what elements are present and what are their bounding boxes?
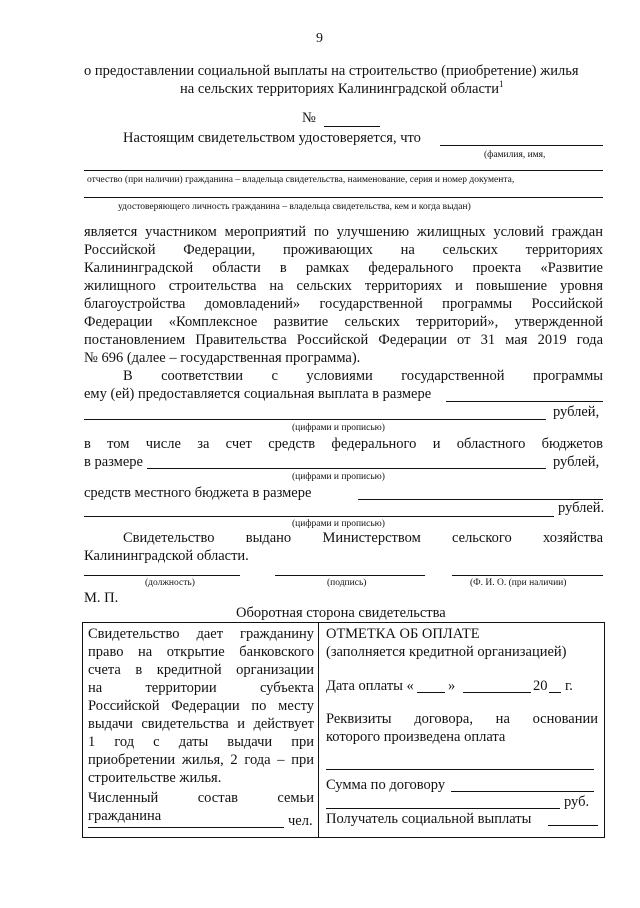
in-amount-label: в размере (84, 454, 143, 470)
according-line: В соответствии с условиями государственной программы (123, 368, 603, 384)
family-count-field[interactable] (88, 827, 284, 828)
patronymic-field[interactable] (84, 170, 603, 171)
title-line-2-text: на сельских территориях Калининградской области (180, 81, 499, 97)
caption-name: (Ф. И. О. (при наличии) (470, 578, 567, 588)
caption-signature: (подпись) (327, 578, 367, 588)
amount-field-1b[interactable] (84, 419, 546, 420)
family-line: Численный состав семьи (88, 790, 314, 806)
payment-day-field[interactable] (417, 692, 445, 693)
name-field[interactable] (452, 575, 603, 576)
body-line-8: № 696 (далее – государственная программа). (84, 350, 361, 366)
back-side-title: Оборотная сторона свидетельства (236, 605, 446, 621)
left-col-line-6: выдачи свидетельства и действует (88, 716, 314, 732)
certify-text: Настоящим свидетельством удостоверяется, что (123, 130, 421, 146)
caption-fio: (фамилия, имя, (484, 150, 546, 160)
left-col-line-1: Свидетельство дает гражданину (88, 626, 314, 642)
rub-label: руб. (564, 794, 590, 810)
payment-date-prefix: Дата оплаты « (326, 678, 414, 694)
caption-amount-3: (цифрами и прописью) (292, 519, 385, 529)
contract-sum-field-b[interactable] (326, 808, 560, 809)
payment-mark-heading: ОТМЕТКА ОБ ОПЛАТЕ (326, 626, 480, 642)
position-field[interactable] (84, 575, 240, 576)
contract-sum-field-a[interactable] (451, 791, 594, 792)
footnote-mark: 1 (499, 79, 504, 90)
body-line-1: является участником мероприятий по улучшению жилищных условий граждан (84, 224, 603, 240)
local-budget-label: средств местного бюджета в размере (84, 485, 312, 501)
requisites-line-1: Реквизиты договора, на основании (326, 711, 598, 727)
caption-amount-2: (цифрами и прописью) (292, 472, 385, 482)
caption-patronymic: отчество (при наличии) гражданина – владельца свидетельства, наименование, серия и номер документа, (87, 175, 515, 185)
requisites-line-2: которого произведена оплата (326, 729, 506, 745)
body-line-5: благоустройства домовладений» государственной программы Российской (84, 296, 603, 312)
left-col-line-8: приобретении жилья, 2 года – при (88, 752, 314, 768)
payment-month-field[interactable] (463, 692, 531, 693)
signature-field[interactable] (275, 575, 425, 576)
payment-date-close-quote: » (448, 678, 456, 694)
caption-position: (должность) (145, 578, 195, 588)
amount-field-1a[interactable] (446, 401, 603, 402)
left-col-line-3: счета в кредитной организации (88, 662, 314, 678)
provided-text: ему (ей) предоставляется социальная выплата в размере (84, 386, 432, 402)
title-line-2 (180, 81, 504, 98)
payment-year-field[interactable] (549, 692, 561, 693)
left-col-line-4: на территории субъекта (88, 680, 314, 696)
left-col-line-2: право на открытие банковского (88, 644, 314, 660)
left-col-line-7: 1 год с даты выдачи при (88, 734, 314, 750)
body-line-3: Калининградской области в рамках федерального проекта «Развитие (84, 260, 603, 276)
rubles-label-1: рублей, (553, 404, 600, 420)
body-line-7: постановлением Правительства Российской Федерации от 31 мая 2019 года (84, 332, 603, 348)
requisites-field[interactable] (326, 769, 594, 770)
recipient-field[interactable] (548, 825, 598, 826)
body-line-4: жилищного строительства на сельских территориях и повышение уровня (84, 278, 603, 294)
caption-amount-1: (цифрами и прописью) (292, 423, 385, 433)
certificate-number-field[interactable] (324, 126, 380, 127)
payment-mark-subheading: (заполняется кредитной организацией) (326, 644, 567, 660)
amount-field-2[interactable] (147, 468, 546, 469)
title-line-1: о предоставлении социальной выплаты на строительство (приобретение) жилья (84, 63, 579, 79)
left-col-line-5: Российской Федерации по месту (88, 698, 314, 714)
payment-year-suffix: г. (565, 678, 573, 694)
surname-field[interactable] (440, 145, 603, 146)
stamp-label: М. П. (84, 590, 119, 606)
contract-sum-label: Сумма по договору (326, 777, 446, 793)
amount-field-3b[interactable] (84, 516, 554, 517)
rubles-label-2: рублей, (553, 454, 600, 470)
page-number: 9 (316, 31, 323, 46)
family-line-2: гражданина (88, 808, 162, 824)
body-line-6: Федерации «Комплексное развитие сельских территорий», утвержденной (84, 314, 603, 330)
including-line: в том числе за счет средств федерального и областного бюджетов (84, 436, 603, 452)
table-divider (318, 622, 319, 837)
issued-line-1: Свидетельство выдано Министерством сельского хозяйства (123, 530, 603, 546)
issued-line-2: Калининградской области. (84, 548, 249, 564)
body-line-2: Российской Федерации, проживающих на сельских территориях (84, 242, 603, 258)
payment-year-label: 20 (533, 678, 548, 694)
caption-identity: удостоверяющего личность гражданина – владельца свидетельства, кем и когда выдан) (118, 202, 471, 212)
certificate-number-label: № (302, 110, 316, 126)
identity-field[interactable] (84, 197, 603, 198)
left-col-line-9: строительстве жилья. (88, 770, 222, 786)
recipient-label: Получатель социальной выплаты (326, 811, 532, 827)
persons-label: чел. (288, 813, 313, 829)
rubles-end-label: рублей. (558, 500, 605, 516)
payment-date-label (326, 678, 414, 695)
